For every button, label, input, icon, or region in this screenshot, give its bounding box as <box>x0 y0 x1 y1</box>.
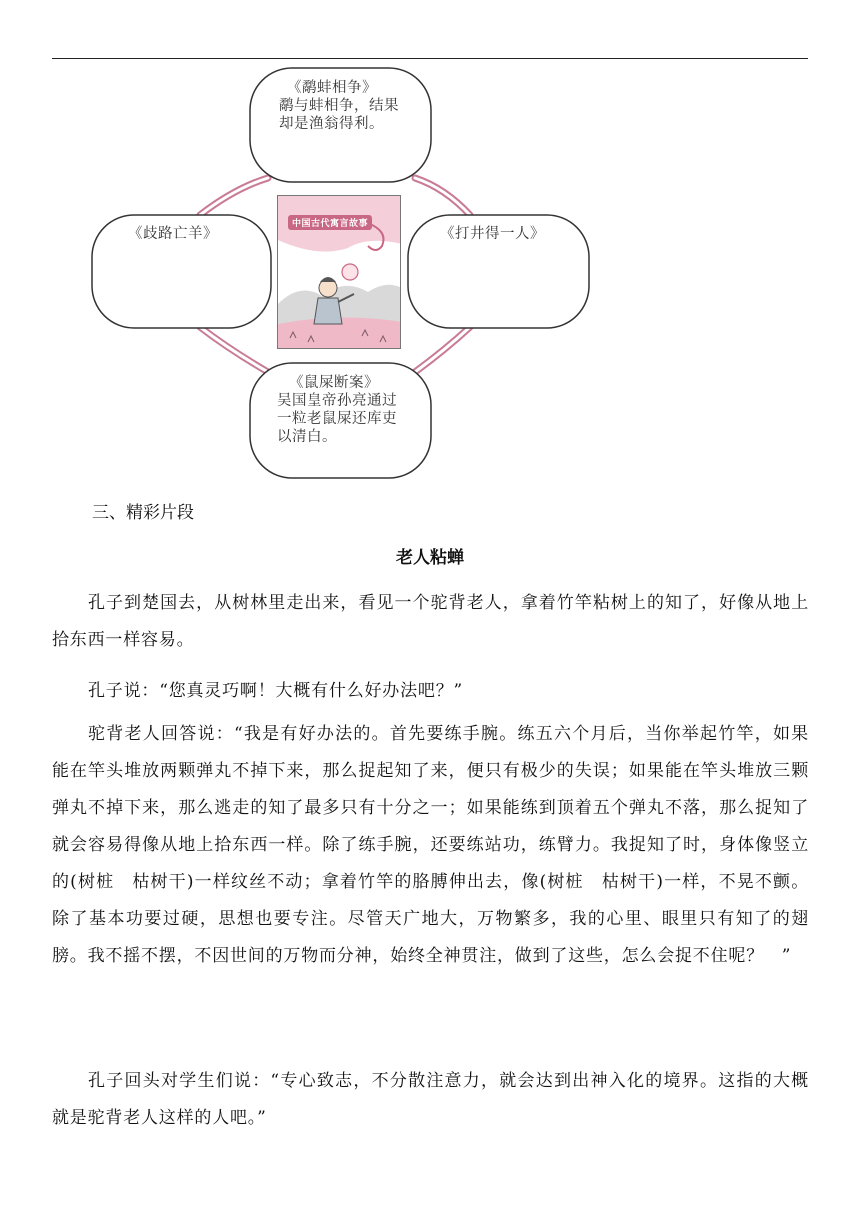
cover-title: 中国古代寓言故事 <box>288 215 372 230</box>
right-box-text <box>440 225 545 243</box>
story-paragraph: 驼背老人回答说：“我是有好办法的。首先要练手腕。练五六个月后，当你举起竹竿，如果能在竿头堆放两颗弹丸不掉下来，那么捉起知了来，便只有极少的失误；如果能在竿头堆放三颗弹丸不掉下来，那么逃走的知了最多只有十分之一；如果能练到顶着五个弹丸不落，那么捉知了就会容易得像从地上拾东西一样。除了练手腕，还要练站功，练臂力。我捉知了时，身体像竖立的(树桩 枯树干)一样纹丝不动；拿着竹竿的胳膊伸出去，像(树桩 枯树干)一样，不晃不颤。除了基本功要过硬，思想也要专注。尽管天广地大，万物繁多，我的心里、眼里只有知了的翅膀。我不摇不摆，不因世间的万物而分神，始终全神贯注，做到了这些，怎么会捉不住呢？ ” <box>52 724 809 966</box>
left-box-title: 《歧路亡羊》 <box>128 226 218 242</box>
section-heading: 三、精彩片段 <box>92 503 194 523</box>
left-box-text <box>128 225 218 243</box>
story-paragraph: 孔子回头对学生们说：“专心致志，不分散注意力，就会达到出神入化的境界。这指的大概就是驼背老人这样的人吧。” <box>52 1071 809 1128</box>
story-paragraph: 孔子说：“您真灵巧啊！大概有什么好办法吧？” <box>88 681 463 701</box>
top-box-line: 鹬与蚌相争，结果 <box>279 98 399 114</box>
bottom-box-line: 一粒老鼠屎还库吏 <box>277 411 397 427</box>
book-cover-illustration <box>277 195 401 349</box>
top-box-text <box>279 79 399 133</box>
top-box-title: 《鹬蚌相争》 <box>287 80 377 96</box>
fable-mind-map <box>0 0 860 480</box>
story-title: 老人粘蝉 <box>396 548 464 568</box>
bottom-box-line: 吴国皇帝孙亮通过 <box>277 393 397 409</box>
right-box-title: 《打井得一人》 <box>440 226 545 242</box>
bottom-box-line: 以清白。 <box>277 429 337 445</box>
top-box-line: 却是渔翁得利。 <box>279 116 384 132</box>
connector-top-left <box>200 178 268 215</box>
story-paragraph: 孔子到楚国去，从树林里走出来，看见一个驼背老人，拿着竹竿粘树上的知了，好像从地上拾东西一样容易。 <box>52 593 809 650</box>
bottom-box-text <box>277 374 397 446</box>
connector-top-right <box>415 178 470 215</box>
sun-icon <box>342 264 358 280</box>
bottom-box-title: 《鼠屎断案》 <box>289 375 379 391</box>
